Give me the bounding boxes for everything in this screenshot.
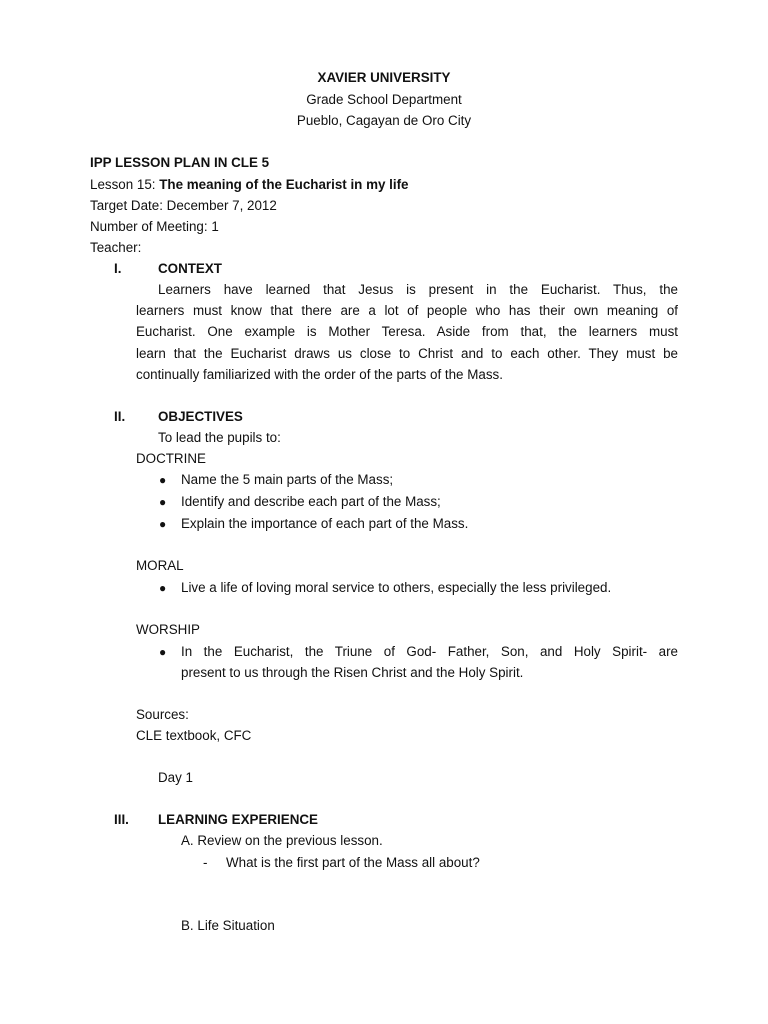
sources-label: Sources: <box>136 707 189 722</box>
context-line-4: learn that the Eucharist draws us close to Christ and to each other. They must be <box>136 346 678 361</box>
bullet-icon: ● <box>159 473 167 487</box>
address: Pueblo, Cagayan de Oro City <box>296 113 472 128</box>
learning-item-a: A. Review on the previous lesson. <box>181 833 383 848</box>
target-date: Target Date: December 7, 2012 <box>90 198 277 213</box>
day-label: Day 1 <box>158 770 193 785</box>
lesson-title: The meaning of the Eucharist in my life <box>159 177 409 192</box>
doctrine-item-1: Name the 5 main parts of the Mass; <box>181 472 394 487</box>
doctrine-item-3: Explain the importance of each part of the Mass. <box>181 516 469 531</box>
doctrine-label: DOCTRINE <box>136 451 206 466</box>
doctrine-item-2: Identify and describe each part of the Mass; <box>181 494 441 509</box>
bullet-icon: ● <box>159 517 167 531</box>
section-numeral-3: III. <box>114 812 129 827</box>
department-name: Grade School Department <box>306 92 462 107</box>
teacher-label: Teacher: <box>90 240 142 255</box>
lesson-line <box>90 177 409 193</box>
university-name: XAVIER UNIVERSITY <box>317 70 451 85</box>
objectives-heading: OBJECTIVES <box>158 409 243 424</box>
context-line-1: Learners have learned that Jesus is present in the Eucharist. Thus, the <box>158 282 678 297</box>
bullet-icon: ● <box>159 581 167 595</box>
meeting-count: Number of Meeting: 1 <box>90 219 219 234</box>
section-numeral-2: II. <box>114 409 126 424</box>
context-heading: CONTEXT <box>158 261 222 276</box>
context-line-3: Eucharist. One example is Mother Teresa. Aside from that, the learners must <box>136 324 678 339</box>
learning-item-b: B. Life Situation <box>181 918 275 933</box>
context-line-2: learners must know that there are a lot of people who has their own meaning of <box>136 303 678 318</box>
moral-label: MORAL <box>136 558 184 573</box>
learning-heading: LEARNING EXPERIENCE <box>158 812 318 827</box>
section-numeral-1: I. <box>114 261 122 276</box>
plan-title: IPP LESSON PLAN IN CLE 5 <box>90 155 270 170</box>
objectives-intro: To lead the pupils to: <box>158 430 281 445</box>
bullet-icon: ● <box>159 645 167 659</box>
lesson-prefix: Lesson 15: <box>90 177 160 192</box>
moral-item-1: Live a life of loving moral service to others, especially the less privileged. <box>181 580 612 595</box>
sources-value: CLE textbook, CFC <box>136 728 252 743</box>
worship-line-1: In the Eucharist, the Triune of God- Father, Son, and Holy Spirit- are <box>181 644 678 659</box>
bullet-icon: ● <box>159 495 167 509</box>
dash-marker: - <box>203 855 208 870</box>
learning-item-a-sub: What is the first part of the Mass all about? <box>226 855 480 870</box>
worship-label: WORSHIP <box>136 622 200 637</box>
context-line-5: continually familiarized with the order of the parts of the Mass. <box>136 367 503 382</box>
worship-line-2: present to us through the Risen Christ and the Holy Spirit. <box>181 665 524 680</box>
